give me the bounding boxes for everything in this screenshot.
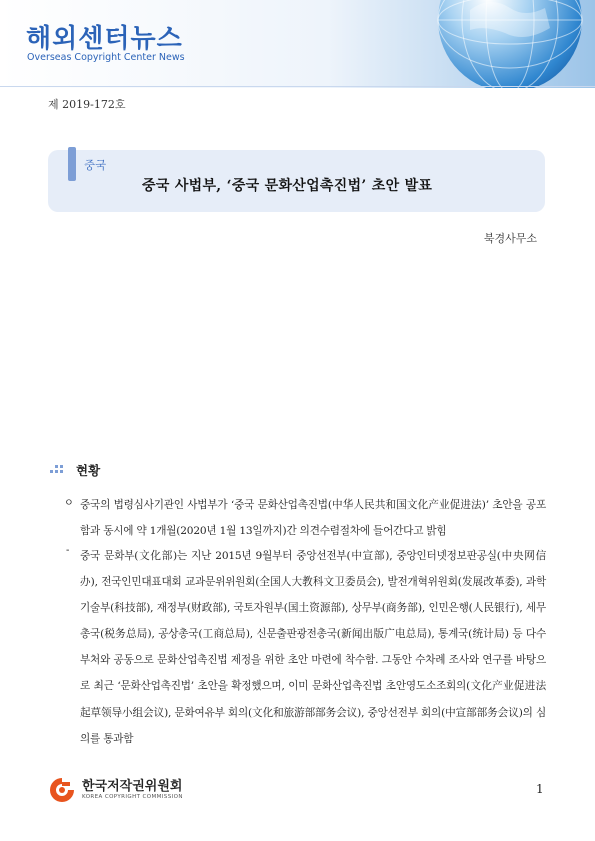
circle-bullet: ㅇ — [64, 498, 74, 509]
newsletter-subtitle: Overseas Copyright Center News — [27, 52, 185, 63]
footer-org-name-en: KOREA COPYRIGHT COMMISSION — [82, 794, 183, 800]
section-heading — [50, 461, 100, 479]
header-divider — [0, 86, 595, 87]
dash-bullet: - — [66, 545, 70, 556]
author-office: 북경사무소 — [483, 232, 537, 245]
paragraph-1: 중국의 법령심사기관인 사법부가 ‘중국 문화산업촉진법(中华人民共和国文化产业促进法)’ 초안을 공포함과 동시에 약 1개월(2020년 1월 13일까지)간 의견수렴절차에 들어간다고 밝힘 — [80, 499, 546, 537]
footer-logo — [48, 776, 183, 804]
title-accent-bar — [68, 147, 76, 181]
article-title-box — [48, 150, 545, 212]
section-title: 현황 — [76, 463, 101, 478]
footer-org-name: 한국저작권위원회 — [82, 779, 183, 794]
page-number: 1 — [536, 782, 544, 796]
header-banner — [0, 0, 595, 90]
article-category: 중국 — [84, 158, 107, 172]
section-bullet-icon — [50, 465, 64, 475]
issue-number: 제 2019-172호 — [48, 98, 126, 111]
paragraph-2: 중국 문화부(文化部)는 지난 2015년 9월부터 중앙선전부(中宣部), 중앙인터넷정보판공실(中央网信办), 전국인민대표대회 교과문위위원회(全国人大教科文卫委员会), 발전개혁위원회(发展改革委), 과학기술부(科技部), 재정부(财政部), 국토자원부(国土资源部), 상무부(商务部), 인민은행(人民银行), 세무총국(税务总局), 공상총국(工商总局), 신문출판광전총국(新闻出版广电总局), 통계국(统计局) 등 다수 부처와 공동으로 문화산업촉진법 제정을 위한 초안 마련에 착수함. 그동안 수차례 조사와 연구를 바탕으로 최근 ‘문화산업촉진법’ 초안을 확정했으며, 이미 문화산업촉진법 초안영도소조회의(文化产业促进法起草领导小组会议), 문화여유부 회의(文化和旅游部部务会议), 중앙선전부 회의(中宣部部务会议)의 심의를 통과함 — [80, 550, 546, 745]
newsletter-title: 해외센터뉴스 — [26, 24, 183, 54]
article-title: 중국 사법부, ‘중국 문화산업촉진법’ 초안 발표 — [142, 178, 433, 194]
commission-logo-icon — [48, 776, 76, 804]
